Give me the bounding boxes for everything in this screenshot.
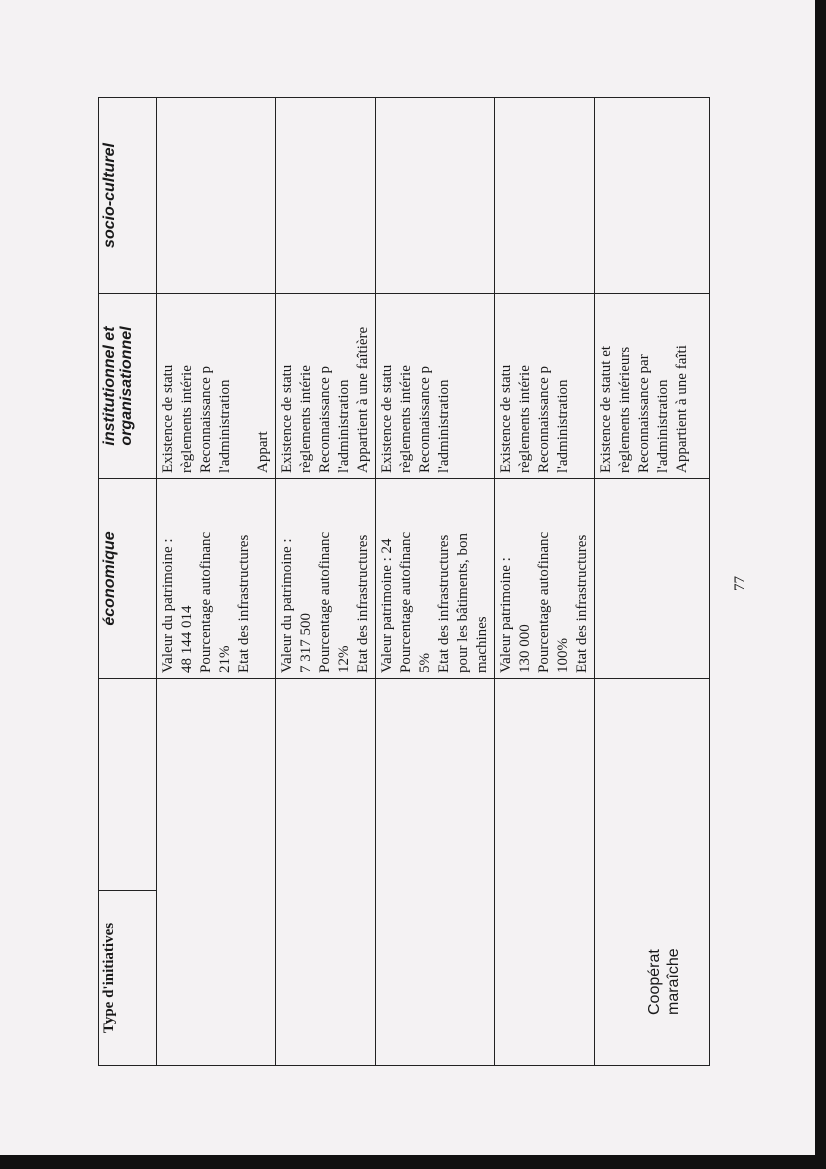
cell-economique-line: Valeur du patrimoine : (160, 538, 176, 673)
cell-institutionnel-line: Existence de statu (379, 364, 395, 473)
cell-institutionnel-line: l'administration (217, 379, 233, 473)
scan-border-bottom (0, 1155, 826, 1169)
cell-institutionnel (276, 294, 376, 479)
type-line: maraîche (665, 948, 682, 1015)
cell-economique-line: machines (474, 616, 490, 673)
cell-economique-line: 7 317 500 (298, 613, 314, 673)
cell-socio-culturel (595, 98, 710, 294)
cell-economique (276, 479, 376, 679)
cell-economique-line: pour les bâtiments, bon (455, 533, 471, 673)
header-institutionnel: institutionnel et organisationnel (99, 294, 157, 479)
cell-institutionnel-line: Reconnaissance p (317, 365, 333, 473)
cell-economique-line: Etat des infrastructures (574, 534, 590, 673)
cell-type (595, 679, 710, 1066)
cell-institutionnel (376, 294, 495, 479)
cell-institutionnel-line: Existence de statu (498, 364, 514, 473)
cell-economique-line: 5% (417, 653, 433, 673)
initiatives-table (98, 97, 710, 1066)
header-blank (99, 679, 157, 891)
cell-institutionnel-line: règlements intérie (179, 365, 195, 473)
cell-economique-line: Pourcentage autofinanc (536, 531, 552, 673)
cell-economique-line: 48 144 014 (179, 605, 195, 673)
cell-economique-line: 100% (555, 638, 571, 673)
cell-institutionnel-line: Appartient à une faîti (674, 345, 690, 473)
cell-institutionnel-line: Existence de statu (279, 364, 295, 473)
cell-institutionnel-line: l'administration (555, 379, 571, 473)
cell-institutionnel-line: l'administration (655, 379, 671, 473)
table-row (376, 98, 495, 1066)
cell-economique-line: 21% (217, 645, 233, 673)
cell-economique-line: Pourcentage autofinanc (317, 531, 333, 673)
cell-economique-line: Valeur patrimoine : 24 (379, 538, 395, 673)
cell-economique (595, 479, 710, 679)
table-row (595, 98, 710, 1066)
table-row (495, 98, 595, 1066)
cell-type (276, 679, 376, 1066)
cell-institutionnel-line: Appartient à une faîtière (355, 326, 371, 473)
cell-institutionnel-line: Appart (255, 431, 271, 473)
cell-economique-line: Etat des infrastructures (236, 534, 252, 673)
cell-institutionnel-line: Existence de statu (160, 364, 176, 473)
cell-economique (495, 479, 595, 679)
table-row (276, 98, 376, 1066)
cell-institutionnel-line: règlements intérie (398, 365, 414, 473)
cell-institutionnel-line: Reconnaissance par (636, 354, 652, 473)
cell-institutionnel (595, 294, 710, 479)
cell-socio-culturel (157, 98, 276, 294)
table-row (157, 98, 276, 1066)
cell-institutionnel-line (235, 299, 254, 473)
cell-institutionnel-line: règlements intérieurs (617, 346, 633, 473)
cell-economique-line: Pourcentage autofinanc (198, 531, 214, 673)
header-socio-culturel: socio-culturel (99, 98, 157, 294)
cell-institutionnel-line: Reconnaissance p (536, 365, 552, 473)
cell-institutionnel (495, 294, 595, 479)
type-line: Coopérat (646, 949, 663, 1015)
header-economique: économique (99, 479, 157, 679)
cell-socio-culturel (495, 98, 595, 294)
cell-socio-culturel (376, 98, 495, 294)
cell-institutionnel-line: l'administration (436, 379, 452, 473)
cell-economique-line: Etat des infrastructures (355, 534, 371, 673)
cell-economique-line: 12% (336, 645, 352, 673)
cell-institutionnel-line: règlements intérie (517, 365, 533, 473)
scan-border-right (815, 0, 826, 1169)
cell-type (376, 679, 495, 1066)
cell-economique-line: Valeur du patrimoine : (279, 538, 295, 673)
header-type: Type d'initiatives (99, 891, 157, 1066)
cell-economique-line: Valeur patrimoine : (498, 557, 514, 673)
cell-institutionnel-line: Existence de statut et (598, 345, 614, 473)
cell-economique-line: Etat des infrastructures (436, 534, 452, 673)
cell-economique (376, 479, 495, 679)
cell-economique-line: Pourcentage autofinanc (398, 531, 414, 673)
cell-type (157, 679, 276, 1066)
cell-institutionnel-line: règlements intérie (298, 365, 314, 473)
cell-socio-culturel (276, 98, 376, 294)
rotated-table-wrapper (98, 98, 688, 1066)
page-number: 77 (732, 576, 748, 591)
cell-economique (157, 479, 276, 679)
cell-economique-line: 130 000 (517, 624, 533, 673)
cell-institutionnel (157, 294, 276, 479)
cell-institutionnel-line: Reconnaissance p (417, 365, 433, 473)
cell-institutionnel-line: l'administration (336, 379, 352, 473)
cell-institutionnel-line: Reconnaissance p (198, 365, 214, 473)
cell-type (495, 679, 595, 1066)
